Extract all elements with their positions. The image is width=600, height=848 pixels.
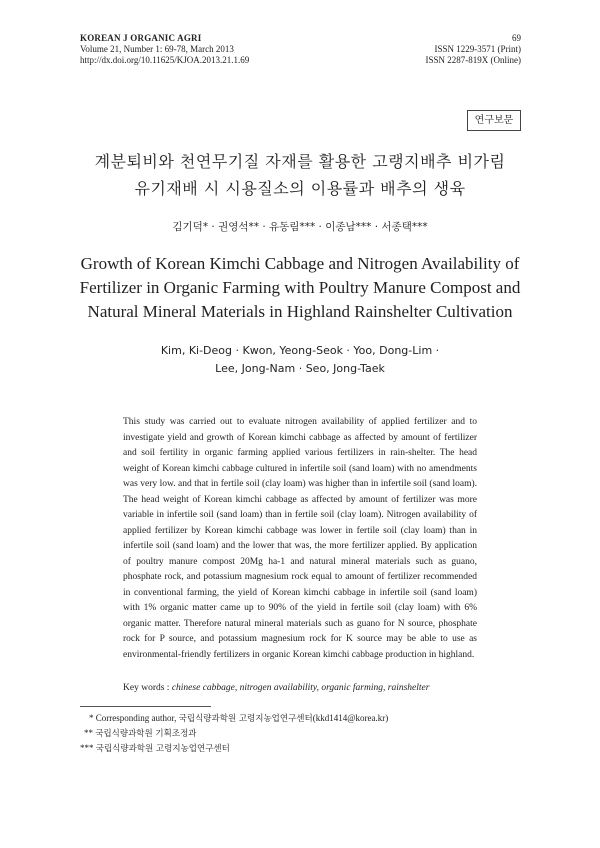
journal-name: KOREAN J ORGANIC AGRI: [80, 33, 202, 43]
korean-title: [0, 148, 600, 202]
english-title-line: Fertilizer in Organic Farming with Poultry Manure Compost and: [79, 278, 521, 297]
footnote-email[interactable]: (kkd1414@korea.kr): [312, 713, 389, 723]
issn-online: ISSN 2287-819X (Online): [425, 55, 521, 65]
journal-header: [80, 33, 249, 66]
english-title-line: Natural Mineral Materials in Highland Rainshelter Cultivation: [87, 302, 513, 321]
abstract: This study was carried out to evaluate nitrogen availability of applied fertilizer and to investigate yield and growth of Korean kimchi cabbage as affected by amount of fertilizer and soil fertility in organic farming applied various fertilizers in rain-shelter. The head weight of Korean kimchi cabbage cultured in infertile soil (sand loam) with no amendments was very low. and that in fertile soil (clay loam) was higher than in infertile soil (sand loam). The head weight of Korean kimchi cabbage as affected by amount of fertilizer was more variable in infertile soil (sand loam) than in fertile soil (clay loam). Nitrogen availability of applied fertilizer by Korean kimchi cabbage was lower in fertile soil (clay loam) than in infertile soil (sand loam) and the lower that was, the more fertilizer applied. By application of poultry manure compost 20Mg ha-1 and natural mineral materials such as guano, phosphate rock, and potassium magnesium rock equal to amount of fertilizer recommended in conventional farming, the yield of Korean kimchi cabbage in infertile soil (sand loam) with 1% organic matter came up to 90% of the yield in fertile soil (clay loam) with 6% organic matter. Therefore natural mineral materials such as guano for N source, phosphate rock for P source, and potassium magnesium rock for K source may be able to use as environmental-friendly fertilizers in organic Korean kimchi cabbage production in highland.: [123, 417, 477, 660]
footnote-affiliation: 국립식량과학원 고령지농업연구센터: [178, 714, 313, 724]
footnote-mark: ***: [80, 743, 96, 753]
footnote-3: [80, 742, 230, 755]
page-number: 69: [512, 33, 521, 43]
korean-title-line: 계분퇴비와 천연무기질 자재를 활용한 고랭지배추 비가림: [94, 152, 506, 171]
english-authors-line: Lee, Jong-Nam · Seo, Jong-Taek: [215, 362, 385, 375]
korean-authors: 김기덕* · 권영석** · 유동림*** · 이종남*** · 서종택***: [172, 221, 428, 233]
issn-print: ISSN 1229-3571 (Print): [434, 44, 521, 54]
article-type-badge: 연구보문: [467, 110, 521, 131]
footnote-affiliation: 국립식량과학원 기획조정과: [95, 729, 197, 739]
keywords-label: Key words :: [123, 683, 170, 693]
english-authors: [0, 342, 600, 378]
footnote-affiliation: 국립식량과학원 고령지농업연구센터: [95, 744, 230, 754]
footnote-2: [84, 727, 197, 740]
keywords-values: chinese cabbage, nitrogen availability, organic farming, rainshelter: [171, 683, 430, 693]
volume-info: Volume 21, Number 1: 69-78, March 2013: [80, 44, 234, 54]
english-title: [0, 252, 600, 324]
footnote-mark: * Corresponding author,: [89, 713, 177, 723]
footnote-divider: [80, 706, 211, 707]
issn-header: [426, 33, 522, 66]
footnote-corresponding: [89, 712, 388, 725]
keywords: [123, 683, 503, 693]
english-authors-line: Kim, Ki-Deog · Kwon, Yeong-Seok · Yoo, Dong-Lim ·: [160, 344, 440, 357]
korean-title-line: 유기재배 시 시용질소의 이용률과 배추의 생육: [134, 179, 466, 198]
english-title-line: Growth of Korean Kimchi Cabbage and Nitrogen Availability of: [80, 254, 520, 273]
footnote-mark: **: [84, 728, 96, 738]
doi-link[interactable]: http://dx.doi.org/10.11625/KJOA.2013.21.1.69: [80, 55, 250, 65]
